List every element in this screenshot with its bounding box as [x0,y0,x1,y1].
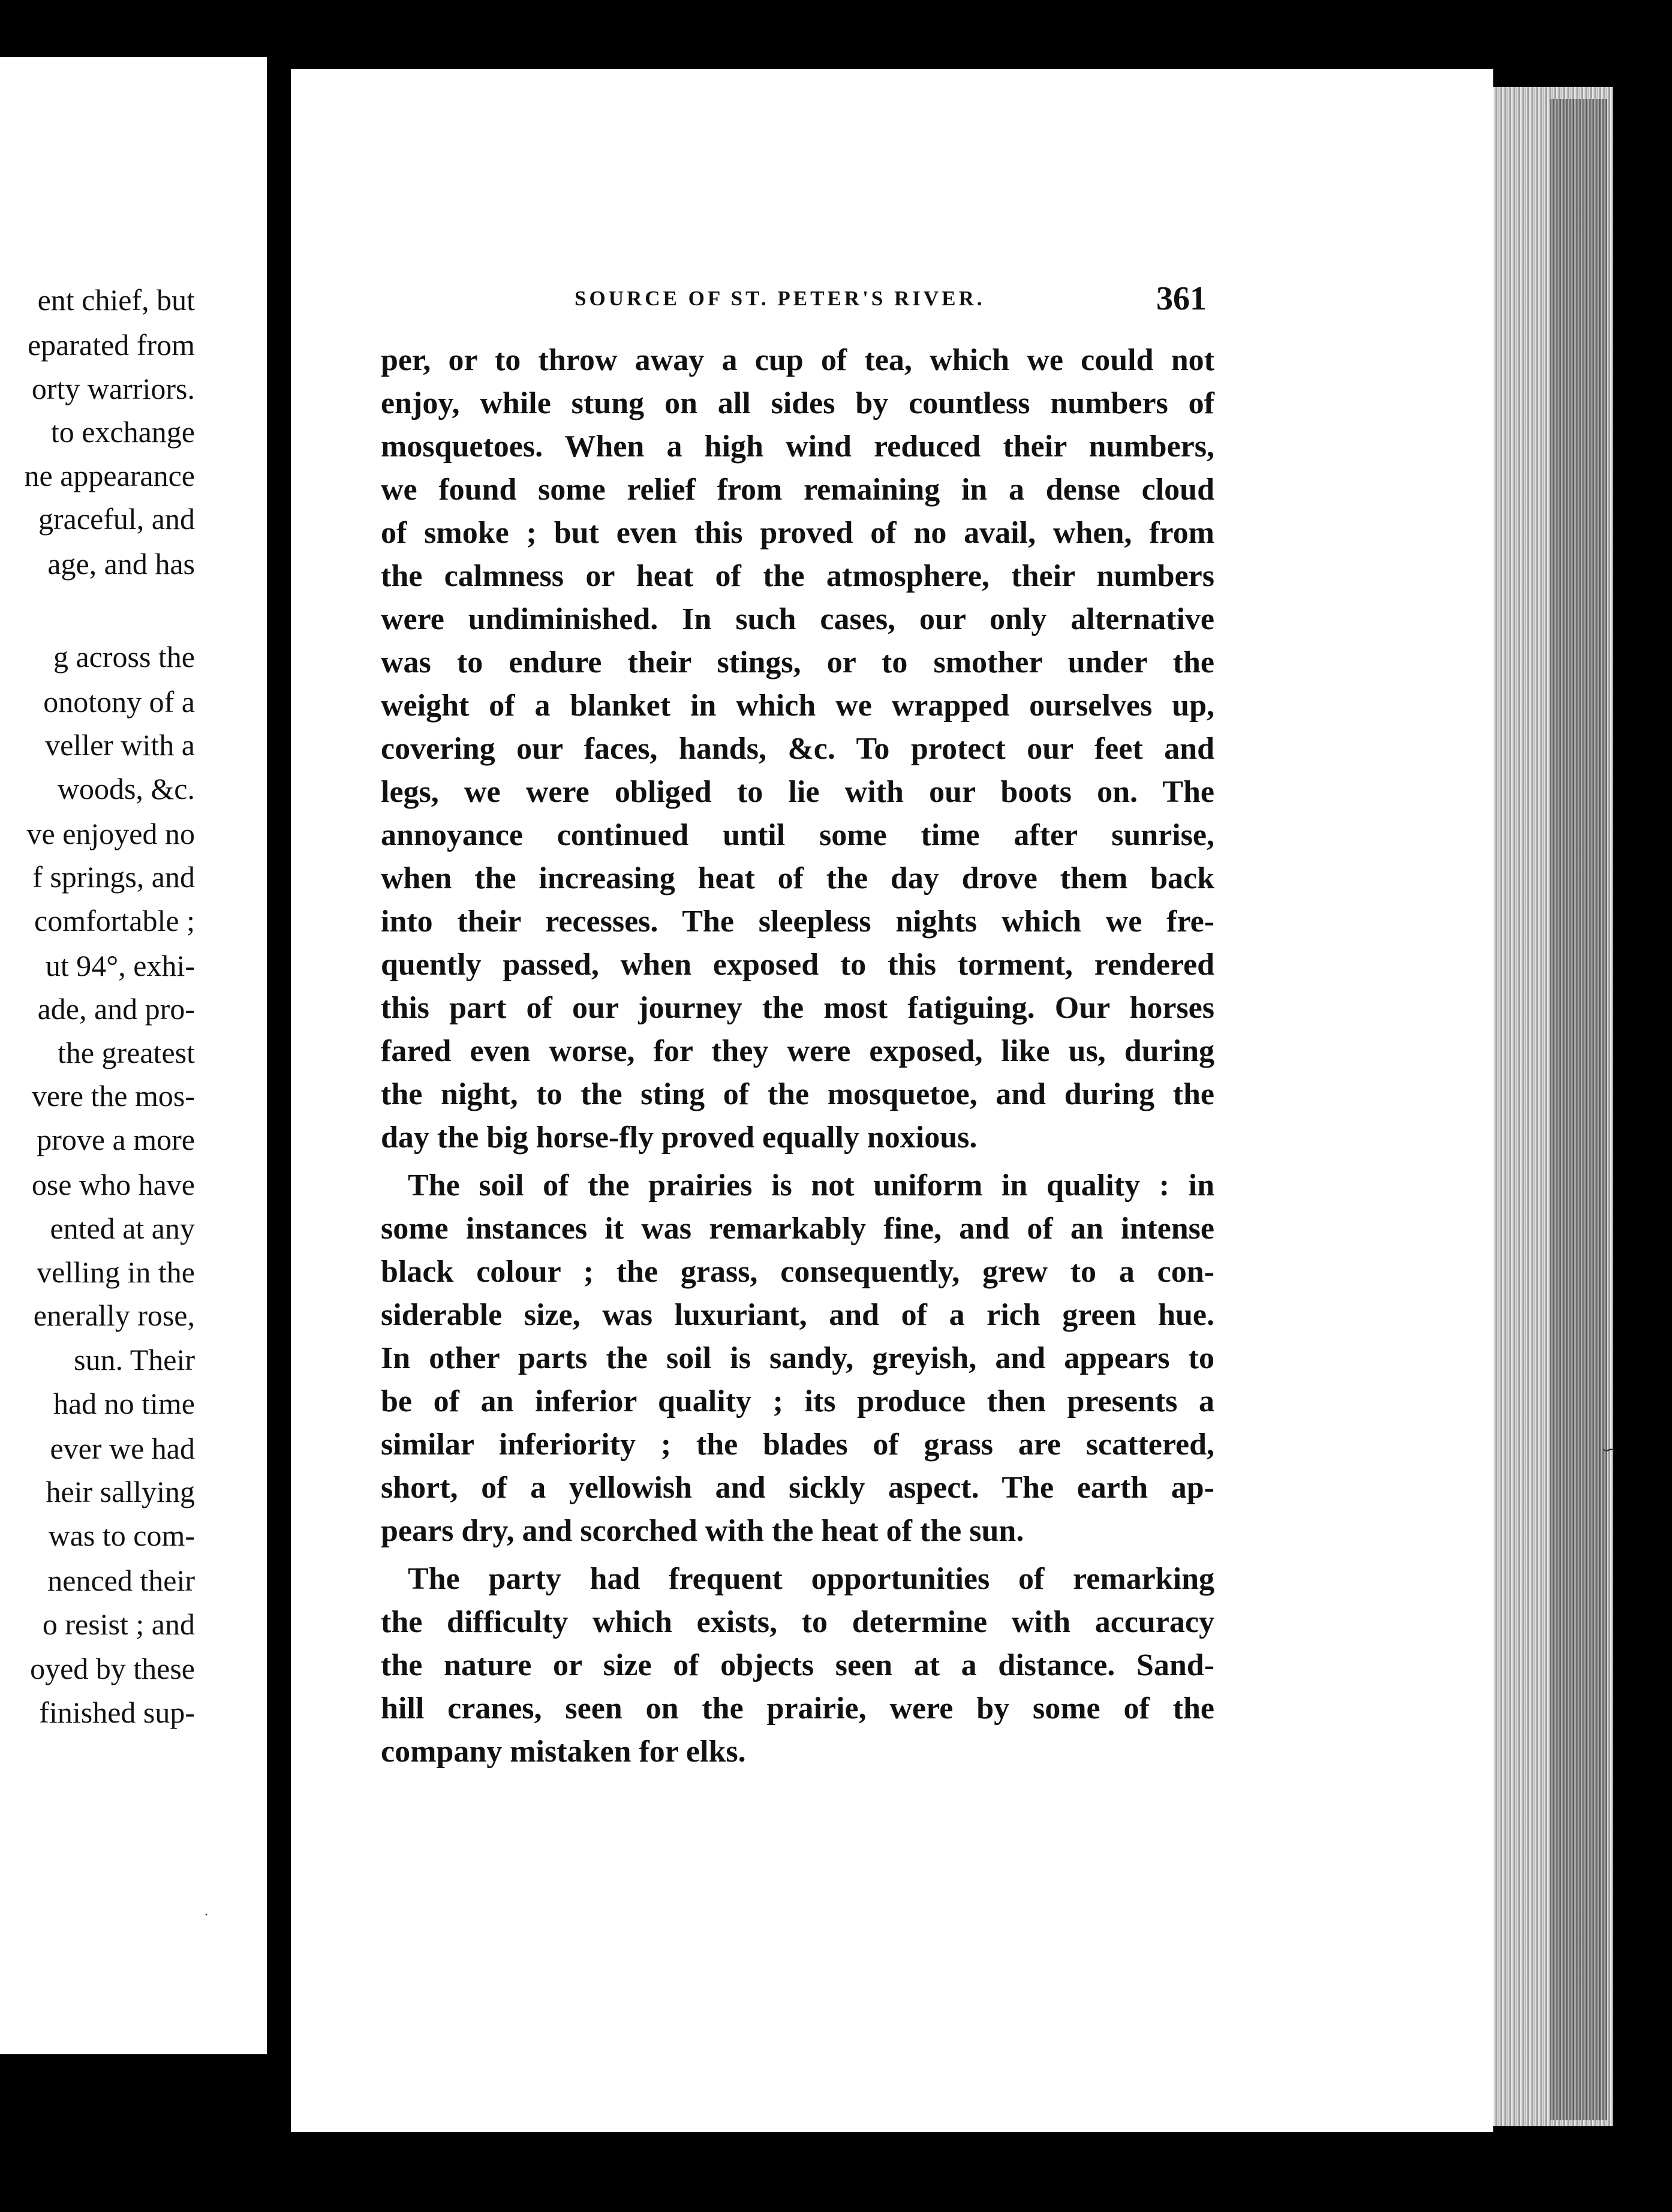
body-line: per, or to throw away a cup of tea, which we could not [381,343,1214,377]
page-number: 361 [1156,280,1207,317]
body-line: the difficulty which exists, to determine with accuracy [381,1605,1214,1639]
left-page-line: age, and has [47,547,195,581]
left-page-line: eparated from [27,328,195,362]
left-page [0,57,267,2054]
body-line: the calmness or heat of the atmosphere, their numbers [381,559,1214,593]
body-line: were undiminished. In such cases, our only alternative [381,602,1214,636]
body-line: enjoy, while stung on all sides by countless numbers of [381,386,1214,420]
body-line: short, of a yellowish and sickly aspect. The earth ap- [381,1471,1214,1505]
left-page-line: nenced their [47,1564,195,1597]
body-line: of smoke ; but even this proved of no avail, when, from [381,516,1214,550]
left-page-line: heir sallying [46,1475,195,1508]
body-line: weight of a blanket in which we wrapped ourselves up, [381,689,1214,723]
body-line: pears dry, and scorched with the heat of the sun. [381,1514,1024,1548]
left-page-line: veller with a [45,728,195,762]
left-page-line: ent chief, but [37,283,195,317]
left-page-line: vere the mos- [31,1079,195,1113]
left-page-line: enerally rose, [33,1299,195,1332]
body-line: was to endure their stings, or to smother under the [381,645,1214,680]
body-line: when the increasing heat of the day drove them back [381,861,1214,895]
left-page-line: prove a more [37,1123,195,1156]
body-line: be of an inferior quality ; its produce then presents a [381,1384,1214,1418]
body-line: similar inferiority ; the blades of grass are scattered, [381,1427,1214,1462]
body-line: annoyance continued until some time after sunrise, [381,818,1214,852]
body-line: black colour ; the grass, consequently, grew to a con- [381,1255,1214,1289]
body-line: The party had frequent opportunities of remarking [408,1562,1214,1596]
body-line: In other parts the soil is sandy, greyish, and appears to [381,1341,1214,1375]
body-line: covering our faces, hands, &c. To protect our feet and [381,732,1214,766]
left-page-line: was to com- [48,1519,195,1552]
body-line: siderable size, was luxuriant, and of a rich green hue. [381,1298,1214,1332]
left-page-line: g across the [53,640,195,674]
body-line: into their recesses. The sleepless nights which we fre- [381,904,1214,939]
page-edge-shadow [1550,99,1607,2120]
running-head: SOURCE OF ST. PETER'S RIVER. [575,287,985,310]
body-line: legs, we were obliged to lie with our boots on. The [381,775,1214,809]
body-line: mosquetoes. When a high wind reduced their numbers, [381,429,1214,464]
body-line: the nature or size of objects seen at a distance. Sand- [381,1648,1214,1682]
body-text [381,339,1214,1774]
body-line: The soil of the prairies is not uniform in quality : in [408,1168,1214,1203]
left-page-line: had no time [53,1387,195,1420]
left-page-line: ne appearance [24,459,195,492]
left-page-line: to exchange [50,415,195,449]
body-line: hill cranes, seen on the prairie, were by some of the [381,1691,1214,1726]
left-page-line: woods, &c. [57,772,195,806]
body-line: quently passed, when exposed to this torment, rendered [381,948,1214,982]
body-line: day the big horse-fly proved equally noxious. [381,1120,978,1155]
left-page-line: o resist ; and [42,1607,195,1641]
left-page-line: finished sup- [39,1696,195,1729]
left-page-line: ever we had [50,1432,195,1465]
scan-mark: · [204,1907,209,1923]
left-page-line: onotony of a [43,685,195,719]
left-page-line: ose who have [31,1168,195,1201]
body-line: the night, to the sting of the mosquetoe, and during the [381,1077,1214,1111]
left-page-line: graceful, and [38,502,195,536]
left-page-line: ented at any [50,1212,195,1245]
left-page-line: ve enjoyed no [26,817,195,850]
body-line: some instances it was remarkably fine, and of an intense [381,1212,1214,1246]
left-page-line: sun. Their [74,1343,195,1377]
left-page-line: velling in the [37,1255,195,1289]
left-page-line: ade, and pro- [37,992,195,1026]
left-page-line: the greatest [57,1036,195,1069]
body-line: this part of our journey the most fatiguing. Our horses [381,991,1214,1025]
body-line: we found some relief from remaining in a dense cloud [381,473,1214,507]
body-line: fared even worse, for they were exposed, like us, during [381,1034,1214,1068]
left-page-line: orty warriors. [31,372,195,405]
left-page-line: oyed by these [30,1652,195,1685]
body-line: company mistaken for elks. [381,1735,746,1769]
left-page-line: f springs, and [32,860,195,894]
left-page-line: comfortable ; [34,904,195,937]
left-page-line: ut 94°, exhi- [45,949,195,982]
scan-mark: ∽ [1601,1440,1617,1460]
